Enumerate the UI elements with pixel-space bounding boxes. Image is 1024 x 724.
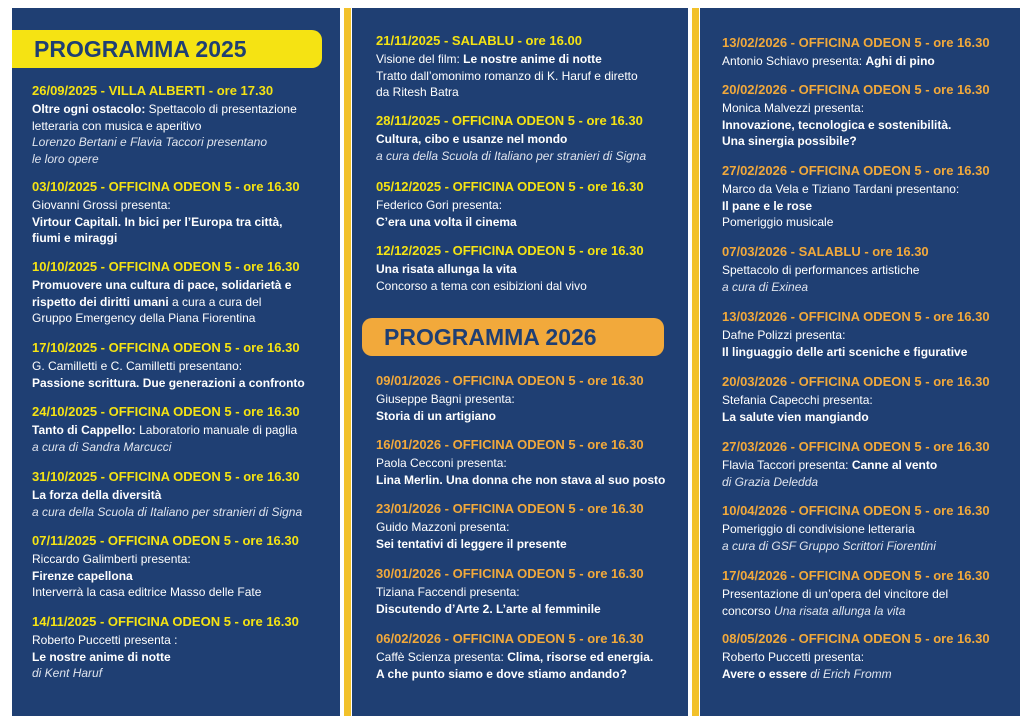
event-date-venue: 14/11/2025 - OFFICINA ODEON 5 - ore 16.30 (32, 614, 299, 629)
event-text: Pomeriggio di condivisione letteraria (722, 522, 915, 536)
event-title: Aghi di pino (865, 54, 935, 68)
event-line (32, 584, 299, 601)
event-title: Canne al vento (851, 458, 938, 472)
event-date-venue: 26/09/2025 - VILLA ALBERTI - ore 17.30 (32, 83, 274, 98)
event-title: Passione scrittura. Due generazioni a confronto (32, 375, 305, 390)
event-item (722, 243, 929, 295)
event-item (376, 32, 638, 101)
event-item (722, 81, 990, 150)
event-line (376, 261, 644, 278)
event-line (722, 409, 990, 426)
event-text: Riccardo Galimberti presenta: (32, 552, 191, 566)
event-item (722, 162, 990, 231)
event-line (32, 665, 299, 682)
event-item (376, 242, 644, 294)
event-line (32, 358, 305, 375)
event-line (722, 279, 929, 296)
event-text: Roberto Puccetti presenta : (32, 633, 178, 647)
event-date-venue: 31/10/2025 - OFFICINA ODEON 5 - ore 16.30 (32, 469, 300, 484)
fold-stripe-right (692, 8, 699, 716)
event-line (376, 148, 646, 165)
event-date-venue: 07/03/2026 - SALABLU - ore 16.30 (722, 244, 929, 259)
event-credit: di Grazia Deledda (722, 474, 819, 489)
event-text: Guido Mazzoni presenta: (376, 520, 510, 534)
event-text: Paola Cecconi presenta: (376, 456, 507, 470)
event-line (32, 649, 299, 666)
event-line (32, 197, 300, 214)
event-item (376, 372, 644, 424)
event-line (376, 408, 644, 425)
event-line (376, 455, 665, 472)
event-credit: a cura della Scuola di Italiano per stranieri di Signa (32, 504, 303, 519)
event-date-venue: 27/02/2026 - OFFICINA ODEON 5 - ore 16.30 (722, 163, 990, 178)
event-item (376, 565, 644, 617)
event-line (722, 538, 990, 555)
event-line (376, 131, 646, 148)
event-credit: Una risata allunga la vita (774, 603, 906, 618)
event-line (32, 375, 305, 392)
event-title: fiumi e miraggi (32, 231, 118, 245)
event-text: Visione del film: (376, 52, 464, 66)
event-line (376, 666, 653, 683)
event-line (32, 504, 302, 521)
event-text: Giovanni Grossi presenta: (32, 198, 171, 212)
event-line (722, 198, 990, 215)
event-date-venue: 13/03/2026 - OFFICINA ODEON 5 - ore 16.30 (722, 309, 990, 324)
event-line (32, 101, 297, 118)
event-text: Dafne Polizzi presenta: (722, 328, 846, 342)
event-text: Monica Malvezzi presenta: (722, 101, 865, 115)
event-credit: le loro opere (32, 151, 99, 166)
event-line (32, 551, 299, 568)
event-title: Sei tentativi di leggere il presente (376, 536, 567, 551)
event-date-venue: 30/01/2026 - OFFICINA ODEON 5 - ore 16.30 (376, 566, 644, 581)
event-title: Clima, risorse ed energia. (507, 650, 654, 664)
event-title: Tanto di Cappello: (32, 423, 136, 437)
fold-stripe-left (344, 8, 351, 716)
event-text: da Ritesh Batra (376, 85, 459, 99)
event-title: rispetto dei diritti umani (32, 294, 169, 309)
event-credit: Lorenzo Bertani e Flavia Taccori presentano (32, 135, 268, 149)
event-line (722, 392, 990, 409)
event-line (376, 519, 644, 536)
event-title: Storia di un artigiano (376, 408, 497, 423)
event-text: Roberto Puccetti presenta: (722, 650, 865, 664)
event-date-venue: 21/11/2025 - SALABLU - ore 16.00 (376, 33, 582, 48)
event-item (376, 178, 644, 230)
event-date-venue: 13/02/2026 - OFFICINA ODEON 5 - ore 16.30 (722, 35, 990, 50)
event-text: Tiziana Faccendi presenta: (376, 585, 520, 599)
event-line (32, 310, 300, 327)
event-line (32, 134, 297, 151)
event-title: Discutendo d’Arte 2. L’arte al femminile (376, 601, 601, 616)
event-item (722, 308, 990, 360)
event-credit: a cura di Sandra Marcucci (32, 439, 172, 454)
event-text: Interverrà la casa editrice Masso delle Fate (32, 585, 262, 599)
event-text: letteraria con musica e aperitivo (32, 118, 202, 133)
event-text: Marco da Vela e Tiziano Tardani presentano: (722, 182, 960, 196)
event-title: Le nostre anime di notte (32, 649, 171, 664)
event-item (32, 532, 299, 601)
event-title: Le nostre anime di notte (463, 52, 602, 66)
event-line (722, 603, 990, 620)
event-title: Una sinergia possibile? (722, 134, 857, 148)
event-line (722, 521, 990, 538)
event-item (32, 468, 302, 520)
event-title: Una risata allunga la vita (376, 262, 517, 276)
event-date-venue: 10/04/2026 - OFFICINA ODEON 5 - ore 16.30 (722, 503, 990, 518)
event-date-venue: 08/05/2026 - OFFICINA ODEON 5 - ore 16.30 (722, 631, 990, 646)
event-line (376, 472, 665, 489)
event-date-venue: 17/04/2026 - OFFICINA ODEON 5 - ore 16.30 (722, 568, 990, 583)
event-date-venue: 05/12/2025 - OFFICINA ODEON 5 - ore 16.30 (376, 179, 644, 194)
event-text: Pomeriggio musicale (722, 215, 834, 229)
event-line (376, 649, 653, 666)
event-text: Federico Gori presenta: (376, 198, 503, 212)
event-text: Spettacolo di performances artistiche (722, 263, 920, 277)
event-line (376, 197, 644, 214)
event-line (32, 151, 297, 168)
event-line (376, 601, 644, 618)
event-credit: di Erich Fromm (806, 666, 892, 681)
event-line (722, 117, 990, 134)
event-credit: a cura di GSF Gruppo Scrittori Fiorentini (722, 538, 936, 553)
event-item (722, 502, 990, 554)
event-date-venue: 12/12/2025 - OFFICINA ODEON 5 - ore 16.30 (376, 243, 644, 258)
event-item (32, 178, 300, 247)
event-date-venue: 16/01/2026 - OFFICINA ODEON 5 - ore 16.30 (376, 437, 644, 452)
program-2025-title: PROGRAMMA 2025 (12, 30, 322, 68)
event-text: Gruppo Emergency della Piana Fiorentina (32, 311, 256, 325)
event-line (722, 133, 990, 150)
event-date-venue: 27/03/2026 - OFFICINA ODEON 5 - ore 16.30 (722, 439, 990, 454)
event-credit: a cura della Scuola di Italiano per stranieri di Signa (376, 148, 647, 163)
event-item (376, 500, 644, 552)
event-text: Giuseppe Bagni presenta: (376, 392, 515, 406)
event-item (32, 339, 305, 391)
event-line (32, 487, 302, 504)
event-item (32, 613, 299, 682)
event-text: Concorso a tema con esibizioni dal vivo (376, 278, 587, 293)
event-date-venue: 09/01/2026 - OFFICINA ODEON 5 - ore 16.30 (376, 373, 644, 388)
event-title: La salute vien mangiando (722, 409, 869, 424)
event-item (376, 436, 665, 488)
event-line (376, 51, 638, 68)
event-title: Cultura, cibo e usanze nel mondo (376, 132, 568, 146)
event-title: Il pane e le rose (722, 198, 813, 213)
event-line (722, 666, 990, 683)
event-text: Stefania Capecchi presenta: (722, 393, 873, 407)
event-text: Presentazione di un’opera del vincitore del (722, 587, 949, 601)
event-text: Antonio Schiavo presenta: (722, 54, 866, 68)
event-line (722, 649, 990, 666)
event-date-venue: 23/01/2026 - OFFICINA ODEON 5 - ore 16.30 (376, 501, 644, 516)
event-line (32, 568, 299, 585)
event-line (32, 294, 300, 311)
event-credit: a cura di Exinea (722, 279, 809, 294)
event-text: G. Camilletti e C. Camilletti presentano: (32, 359, 243, 373)
event-line (376, 278, 644, 295)
event-item (376, 112, 646, 164)
event-date-venue: 10/10/2025 - OFFICINA ODEON 5 - ore 16.30 (32, 259, 300, 274)
event-date-venue: 20/03/2026 - OFFICINA ODEON 5 - ore 16.30 (722, 374, 990, 389)
event-date-venue: 20/02/2026 - OFFICINA ODEON 5 - ore 16.30 (722, 82, 990, 97)
event-line (32, 422, 300, 439)
event-line (376, 391, 644, 408)
event-text: Spettacolo di presentazione (145, 102, 297, 116)
event-line (376, 214, 644, 231)
event-text: Tratto dall’omonimo romanzo di K. Haruf e diretto (376, 68, 638, 83)
event-title: Oltre ogni ostacolo: (32, 102, 146, 116)
event-title: Avere o essere (722, 666, 807, 681)
event-date-venue: 03/10/2025 - OFFICINA ODEON 5 - ore 16.30 (32, 179, 300, 194)
event-item (722, 34, 990, 70)
event-date-venue: 07/11/2025 - OFFICINA ODEON 5 - ore 16.30 (32, 533, 299, 548)
event-line (376, 84, 638, 101)
event-line (722, 457, 990, 474)
event-line (722, 181, 990, 198)
event-item (722, 373, 990, 425)
event-line (32, 439, 300, 456)
event-line (722, 53, 990, 70)
event-line (722, 214, 990, 231)
event-line (32, 277, 300, 294)
event-title: A che punto siamo e dove stiamo andando? (376, 666, 627, 681)
event-credit: di Kent Haruf (32, 666, 103, 680)
event-title: Innovazione, tecnologica e sostenibilità. (722, 117, 952, 132)
event-item (376, 630, 653, 682)
event-text: Laboratorio manuale di paglia (135, 423, 298, 437)
event-item (32, 258, 300, 327)
event-line (722, 327, 990, 344)
event-title: Lina Merlin. Una donna che non stava al suo posto (376, 472, 666, 487)
event-text: Flavia Taccori presenta: (722, 458, 852, 472)
event-line (722, 100, 990, 117)
event-title: C’era una volta il cinema (376, 214, 517, 229)
event-item (32, 403, 300, 455)
event-text: concorso (722, 603, 775, 618)
event-line (722, 474, 990, 491)
event-item (32, 82, 297, 167)
event-date-venue: 06/02/2026 - OFFICINA ODEON 5 - ore 16.30 (376, 631, 644, 646)
event-title: Promuovere una cultura di pace, solidarietà e (32, 278, 292, 292)
event-line (722, 586, 990, 603)
event-item (722, 567, 990, 619)
event-line (32, 230, 300, 247)
event-date-venue: 24/10/2025 - OFFICINA ODEON 5 - ore 16.30 (32, 404, 300, 419)
event-text: a cura a cura del (168, 294, 262, 309)
program-2026-title: PROGRAMMA 2026 (362, 318, 664, 356)
event-line (722, 262, 929, 279)
event-line (32, 214, 300, 231)
event-title: La forza della diversità (32, 488, 162, 502)
event-title: Il linguaggio delle arti sceniche e figurative (722, 344, 968, 359)
event-title: Virtour Capitali. In bici per l’Europa tra città, (32, 214, 283, 229)
event-line (376, 68, 638, 85)
event-line (32, 632, 299, 649)
event-line (32, 118, 297, 135)
event-item (722, 630, 990, 682)
event-date-venue: 17/10/2025 - OFFICINA ODEON 5 - ore 16.30 (32, 340, 300, 355)
event-title: Firenze capellona (32, 568, 133, 583)
event-text: Caffè Scienza presenta: (376, 650, 508, 664)
event-date-venue: 28/11/2025 - OFFICINA ODEON 5 - ore 16.30 (376, 113, 643, 128)
event-line (376, 584, 644, 601)
event-item (722, 438, 990, 490)
event-line (722, 344, 990, 361)
event-line (376, 536, 644, 553)
